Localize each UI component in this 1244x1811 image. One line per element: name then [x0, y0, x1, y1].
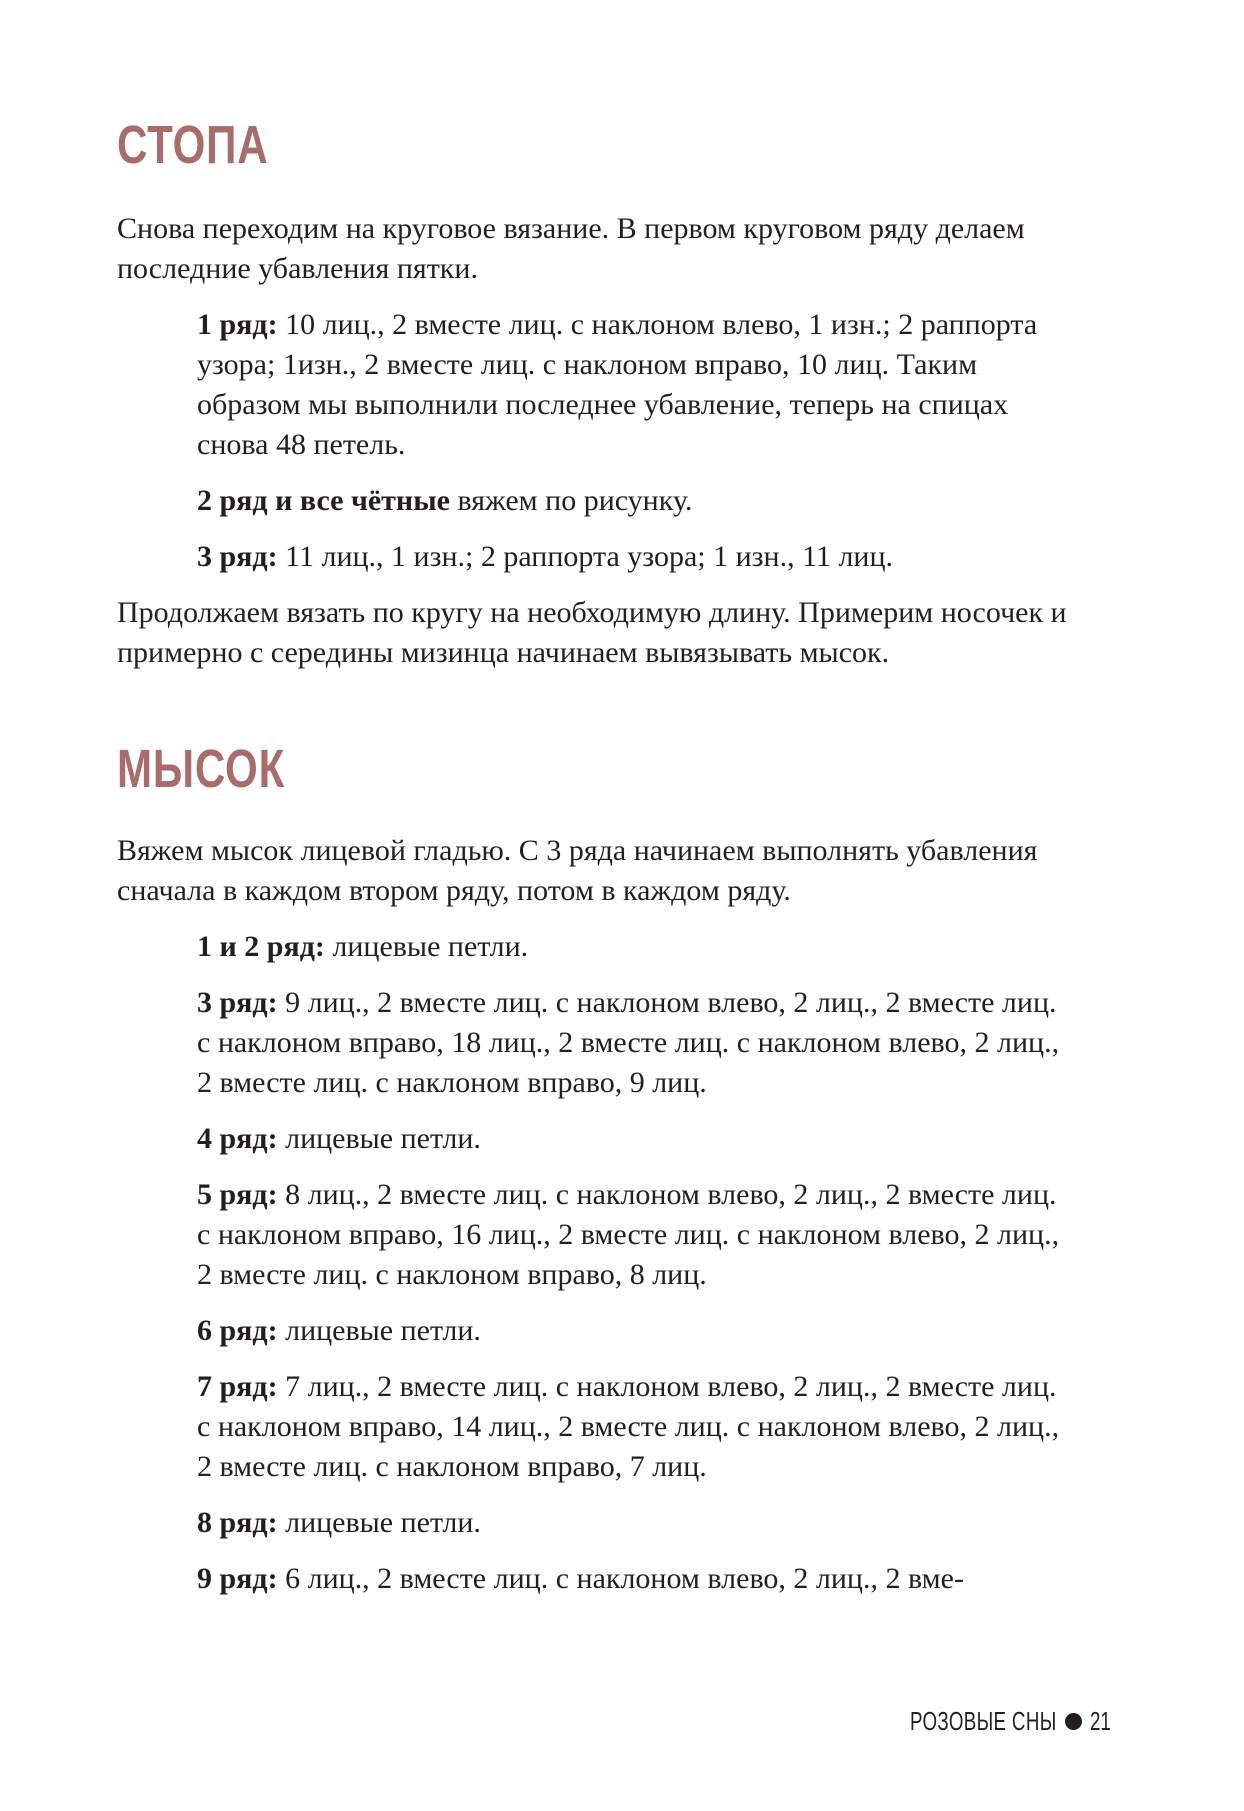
instruction-row — [197, 1367, 1067, 1487]
instruction-row — [197, 481, 1067, 521]
row-text: вяжем по рисунку. — [449, 484, 693, 517]
row-label: 1 ряд: — [197, 308, 278, 341]
page-number: 21 — [1090, 1706, 1111, 1736]
page-footer — [853, 1706, 1119, 1737]
instruction-row — [197, 1175, 1067, 1295]
row-text: лицевые петли. — [277, 1506, 481, 1539]
section-intro-paragraph: Снова переходим на круговое вязание. В первом круговом ряду делаем последние убавления пятки. — [117, 212, 1025, 285]
section-heading-mysok: МЫСОК — [117, 739, 286, 799]
instruction-row — [197, 1559, 1067, 1599]
row-label: 1 и 2 ряд: — [197, 930, 325, 963]
footer-book-title: РОЗОВЫЕ СНЫ — [910, 1706, 1058, 1736]
row-label: 3 ряд: — [197, 540, 278, 573]
instruction-row — [197, 1119, 1067, 1159]
row-text: лицевые петли. — [324, 930, 529, 963]
instruction-row — [197, 537, 1067, 577]
instruction-row — [197, 927, 1067, 967]
row-label: 6 ряд: — [197, 1314, 278, 1347]
instruction-row — [197, 305, 1067, 465]
instruction-row — [197, 1503, 1067, 1543]
section-heading-stopa: СТОПА — [117, 115, 269, 175]
row-label: 8 ряд: — [197, 1506, 278, 1539]
section-outro-paragraph: Продолжаем вязать по кругу на необходимую длину. Примерим носочек и примерно с середины мизинца начинаем вывязывать мысок. — [117, 596, 1067, 669]
row-text: лицевые петли. — [277, 1122, 481, 1155]
section-intro-paragraph: Вяжем мысок лицевой гладью. С 3 ряда начинаем выполнять убавления сначала в каждом втором ряду, потом в каждом ряду. — [117, 834, 1038, 907]
row-label: 5 ряд: — [197, 1178, 278, 1211]
row-text: лицевые петли. — [277, 1314, 481, 1347]
row-text: 7 лиц., 2 вместе лиц. с наклоном влево, 2 лиц., 2 вместе лиц. с наклоном вправо, 14 лиц., 2 вместе лиц. с наклоном влево, 2 лиц., 2 вместе лиц. с наклоном вправо, 7 лиц. — [197, 1370, 1060, 1483]
row-text: 11 лиц., 1 изн.; 2 раппорта узора; 1 изн., 11 лиц. — [277, 540, 894, 573]
bullet-dot-icon — [1065, 1713, 1082, 1730]
row-label: 4 ряд: — [197, 1122, 278, 1155]
row-label: 2 ряд и все чётные — [197, 484, 450, 517]
row-label: 9 ряд: — [197, 1562, 278, 1595]
instruction-row — [197, 1311, 1067, 1351]
row-label: 7 ряд: — [197, 1370, 278, 1403]
row-text: 10 лиц., 2 вместе лиц. с наклоном влево, 1 изн.; 2 раппорта узора; 1изн., 2 вместе лиц. с наклоном вправо, 10 лиц. Таким образом мы выполнили последнее убавление, теперь на спицах снова 48 петель. — [197, 308, 1038, 461]
row-label: 3 ряд: — [197, 986, 278, 1019]
row-text: 9 лиц., 2 вместе лиц. с наклоном влево, 2 лиц., 2 вместе лиц. с наклоном вправо, 18 лиц., 2 вместе лиц. с наклоном влево, 2 лиц., 2 вместе лиц. с наклоном вправо, 9 лиц. — [197, 986, 1060, 1099]
row-text: 6 лиц., 2 вместе лиц. с наклоном влево, 2 лиц., 2 вме- — [277, 1562, 964, 1595]
instruction-row — [197, 983, 1067, 1103]
row-text: 8 лиц., 2 вместе лиц. с наклоном влево, 2 лиц., 2 вместе лиц. с наклоном вправо, 16 лиц., 2 вместе лиц. с наклоном влево, 2 лиц., 2 вместе лиц. с наклоном вправо, 8 лиц. — [197, 1178, 1060, 1291]
